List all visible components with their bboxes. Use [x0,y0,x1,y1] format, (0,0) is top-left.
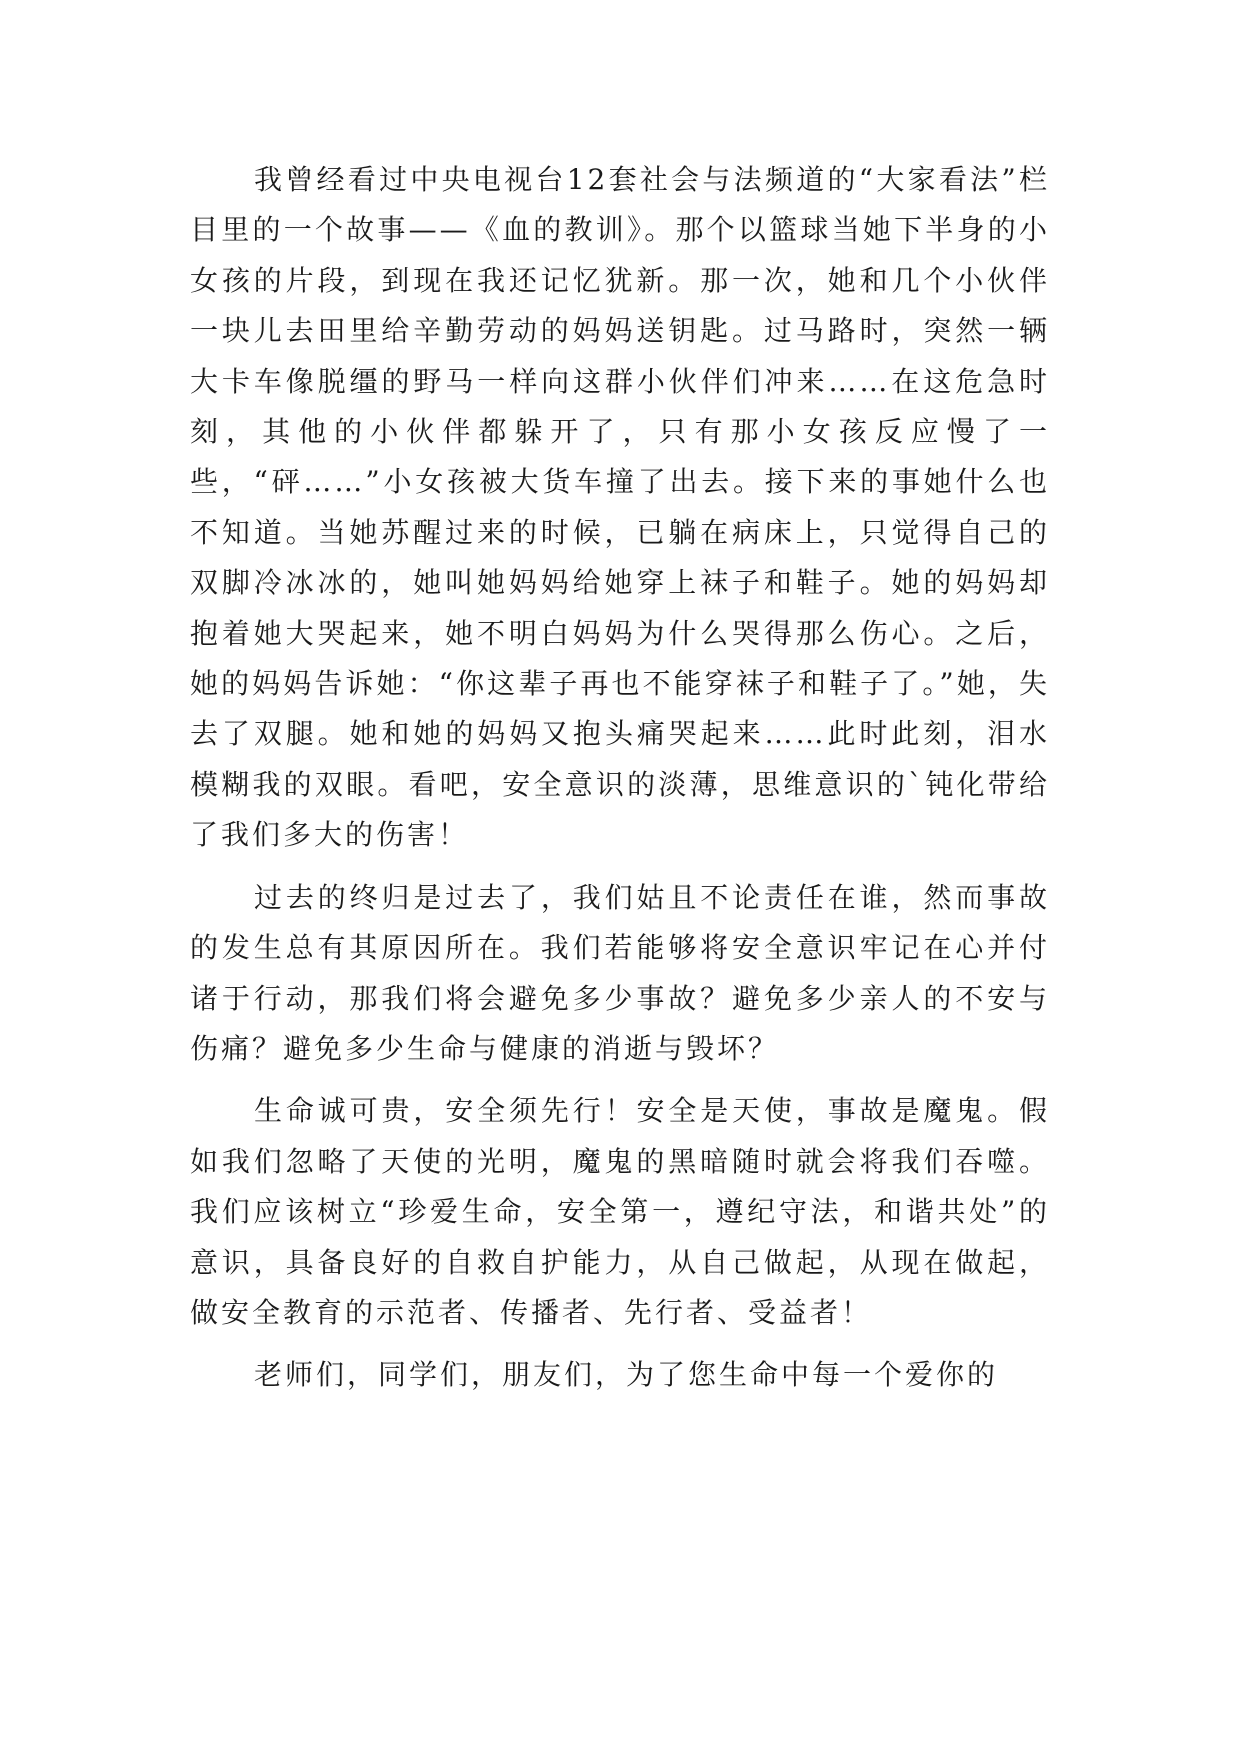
paragraph-2: 过去的终归是过去了，我们姑且不论责任在谁，然而事故的发生总有其原因所在。我们若能够将安全意识牢记在心并付诸于行动，那我们将会避免多少事故？避免多少亲人的不安与伤痛？避免多少生命与健康的消逝与毁坏？ [190,880,1050,1065]
document-body [190,155,1050,1401]
paragraph-3: 生命诚可贵，安全须先行！安全是天使，事故是魔鬼。假如我们忽略了天使的光明，魔鬼的黑暗随时就会将我们吞噬。我们应该树立“珍爱生命，安全第一，遵纪守法，和谐共处”的意识，具备良好的自救自护能力，从自己做起，从现在做起，做安全教育的示范者、传播者、先行者、受益者！ [190,1094,1050,1329]
paragraph-1: 我曾经看过中央电视台12套社会与法频道的“大家看法”栏目里的一个故事——《血的教训》。那个以篮球当她下半身的小女孩的片段，到现在我还记忆犹新。那一次，她和几个小伙伴一块儿去田里给辛勤劳动的妈妈送钥匙。过马路时，突然一辆大卡车像脱缰的野马一样向这群小伙伴们冲来……在这危急时刻，其他的小伙伴都躲开了，只有那小女孩反应慢了一些，“砰……”小女孩被大货车撞了出去。接下来的事她什么也不知道。当她苏醒过来的时候，已躺在病床上，只觉得自己的双脚冷冰冰的，她叫她妈妈给她穿上袜子和鞋子。她的妈妈却抱着她大哭起来，她不明白妈妈为什么哭得那么伤心。之后，她的妈妈告诉她：“你这辈子再也不能穿袜子和鞋子了。”她，失去了双腿。她和她的妈妈又抱头痛哭起来……此时此刻，泪水模糊我的双眼。看吧，安全意识的淡薄，思维意识的`钝化带给了我们多大的伤害！ [190,163,1050,852]
paragraph-4: 老师们，同学们，朋友们，为了您生命中每一个爱你的 [254,1358,999,1392]
